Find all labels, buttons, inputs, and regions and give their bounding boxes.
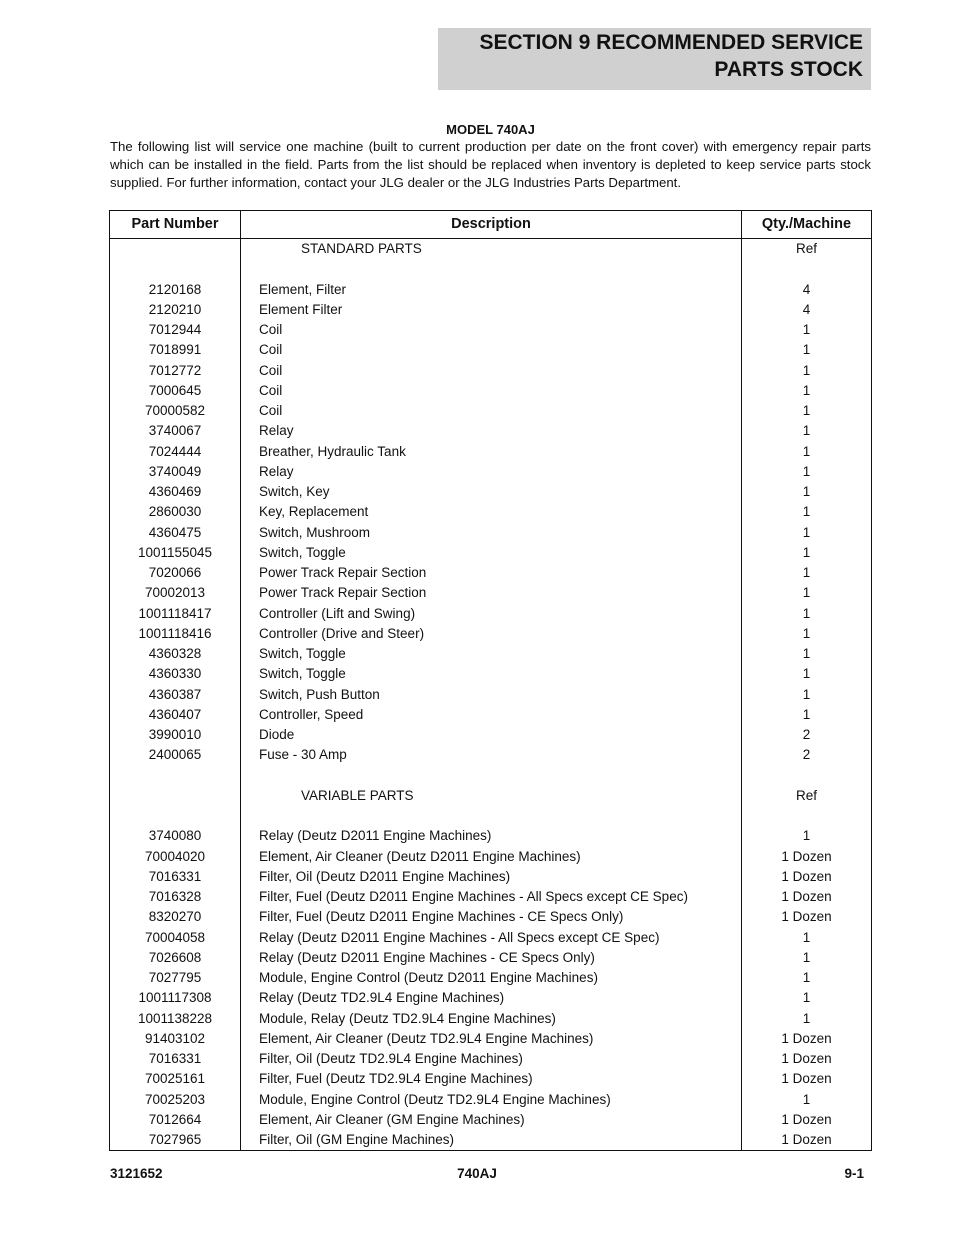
part-number-cell: 4360407 [148, 706, 202, 722]
part-number-cell: 7018991 [148, 342, 202, 358]
description-cell: Element, Air Cleaner (Deutz TD2.9L4 Engine Machines) [259, 1030, 594, 1046]
table-row [110, 644, 871, 664]
description-cell: Key, Replacement [259, 504, 369, 520]
table-row [110, 543, 871, 563]
table-body [110, 239, 871, 1150]
part-number-cell: 8320270 [148, 909, 202, 925]
table-row [110, 1069, 871, 1089]
table-row [110, 1029, 871, 1049]
table-row [110, 340, 871, 360]
qty-cell: 1 [802, 585, 811, 601]
part-number-cell: 4360469 [148, 484, 202, 499]
description-cell: Controller, Speed [259, 706, 364, 722]
part-number-cell: 1001118417 [138, 605, 212, 621]
part-number-cell: 7027965 [148, 1132, 202, 1147]
table-row [110, 280, 871, 300]
qty-cell: 1 Dozen [781, 1111, 832, 1127]
table-row [110, 1090, 871, 1110]
qty-cell: 1 [802, 970, 811, 985]
qty-cell: 1 [802, 929, 811, 945]
description-cell: Relay (Deutz D2011 Engine Machines - All Specs except CE Spec) [259, 929, 660, 945]
table-row [110, 867, 871, 887]
qty-cell: 1 [802, 646, 811, 661]
description-cell: Power Track Repair Section [259, 565, 427, 580]
qty-cell: 1 [802, 544, 811, 560]
part-number-cell: 70025203 [144, 1091, 206, 1107]
part-number-cell: 2120168 [148, 281, 202, 297]
description-cell: Coil [259, 322, 283, 337]
table-row [110, 786, 871, 806]
table-row [110, 928, 871, 948]
qty-cell: 1 Dozen [781, 868, 832, 884]
table-row [110, 685, 871, 705]
qty-cell: 1 [802, 1091, 811, 1107]
table-row [110, 442, 871, 462]
description-cell: STANDARD PARTS [301, 241, 422, 256]
intro-paragraph: The following list will service one machine (built to current production per date on the front cover) with emergency repair parts which can be installed in the field. Parts from the list should be replaced when inventory is depleted to keep service parts stock supplied. For further information, contact your JLG dealer or the JLG Industries Parts Department. [110, 139, 871, 190]
part-number-cell: 3740067 [148, 423, 202, 439]
part-number-cell: 7016331 [148, 868, 202, 884]
description-cell: Switch, Toggle [259, 646, 346, 661]
qty-cell: 1 [802, 443, 811, 459]
table-row [110, 624, 871, 644]
description-cell: Relay [259, 423, 294, 439]
part-number-cell: 4360330 [148, 666, 202, 682]
table-row [110, 907, 871, 927]
part-number-cell: 1001117308 [138, 990, 212, 1006]
table-row [110, 1130, 871, 1150]
section-header-box [438, 28, 871, 90]
qty-cell: 2 [802, 747, 811, 763]
description-cell: Filter, Fuel (Deutz D2011 Engine Machines - CE Specs Only) [259, 909, 624, 925]
footer-doc-number: 3121652 [110, 1166, 163, 1181]
part-number-cell: 7012944 [148, 322, 202, 337]
description-cell: Controller (Drive and Steer) [259, 625, 425, 641]
description-cell: Fuse - 30 Amp [259, 747, 347, 763]
part-number-cell: 91403102 [144, 1030, 206, 1046]
description-cell: Relay [259, 463, 294, 479]
part-number-cell: 70000582 [144, 403, 206, 418]
qty-cell: 4 [802, 281, 811, 297]
part-number-cell: 7027795 [148, 970, 202, 985]
description-cell: Switch, Toggle [259, 544, 346, 560]
table-row [110, 826, 871, 846]
part-number-cell: 2120210 [148, 301, 202, 317]
description-cell: Filter, Oil (Deutz TD2.9L4 Engine Machines) [259, 1051, 523, 1066]
table-row [110, 502, 871, 522]
table-row [110, 664, 871, 684]
table-row [110, 381, 871, 401]
table-row [110, 523, 871, 543]
model-heading: MODEL 740AJ [446, 122, 535, 137]
qty-cell: 1 [802, 666, 811, 682]
section-title [479, 29, 863, 83]
qty-cell: 4 [802, 301, 811, 317]
qty-cell: 1 Dozen [781, 1030, 832, 1046]
part-number-cell: 7024444 [148, 443, 202, 459]
description-cell: Module, Engine Control (Deutz D2011 Engine Machines) [259, 970, 598, 985]
footer-model: 740AJ [457, 1166, 497, 1181]
section-title-line-1: SECTION 9 RECOMMENDED SERVICE [479, 31, 863, 54]
part-number-cell: 7012664 [148, 1111, 202, 1127]
description-cell: Controller (Lift and Swing) [259, 605, 416, 621]
part-number-cell: 70002013 [144, 585, 206, 601]
part-number-cell: 7020066 [148, 565, 202, 580]
section-title-line-2: PARTS STOCK [714, 58, 863, 81]
part-number-cell: 7016331 [148, 1051, 202, 1066]
table-row [110, 239, 871, 259]
table-row [110, 745, 871, 765]
qty-cell: 1 [802, 524, 811, 540]
description-cell: Relay (Deutz D2011 Engine Machines - CE Specs Only) [259, 949, 595, 965]
description-cell: VARIABLE PARTS [301, 787, 414, 803]
qty-cell: 1 [802, 403, 811, 418]
part-number-cell: 7012772 [148, 362, 202, 378]
qty-cell: 1 [802, 565, 811, 580]
description-cell: Filter, Oil (Deutz D2011 Engine Machines) [259, 868, 511, 884]
description-cell: Module, Relay (Deutz TD2.9L4 Engine Machines) [259, 1010, 556, 1026]
qty-cell: 1 Dozen [781, 1051, 832, 1066]
table-row [110, 1009, 871, 1029]
part-number-cell: 4360475 [148, 524, 202, 540]
part-number-cell: 3740080 [148, 828, 202, 844]
description-cell: Module, Engine Control (Deutz TD2.9L4 Engine Machines) [259, 1091, 611, 1107]
part-number-cell: 70004020 [144, 848, 206, 864]
part-number-cell: 4360387 [148, 686, 202, 702]
qty-cell: 1 [802, 686, 811, 702]
table-row [110, 968, 871, 988]
description-cell: Switch, Push Button [259, 686, 380, 702]
table-row [110, 361, 871, 381]
description-cell: Filter, Fuel (Deutz D2011 Engine Machines - All Specs except CE Spec) [259, 889, 688, 904]
table-row [110, 300, 871, 320]
description-cell: Power Track Repair Section [259, 585, 427, 601]
part-number-cell: 70004058 [144, 929, 206, 945]
table-row [110, 421, 871, 441]
qty-cell: 1 Dozen [781, 889, 832, 904]
table-row [110, 604, 871, 624]
table-row [110, 401, 871, 421]
description-cell: Element, Air Cleaner (Deutz D2011 Engine Machines) [259, 848, 581, 864]
table-row [110, 988, 871, 1008]
qty-cell: Ref [795, 241, 817, 256]
description-cell: Relay (Deutz D2011 Engine Machines) [259, 828, 492, 844]
qty-cell: 1 [802, 322, 811, 337]
table-row [110, 482, 871, 502]
qty-cell: 1 Dozen [781, 848, 832, 864]
qty-cell: Ref [795, 787, 817, 803]
description-cell: Filter, Fuel (Deutz TD2.9L4 Engine Machines) [259, 1071, 533, 1087]
column-header-description: Description [451, 216, 531, 232]
description-cell: Switch, Toggle [259, 666, 346, 682]
table-row [110, 806, 871, 826]
table-row [110, 1110, 871, 1130]
qty-cell: 1 [802, 990, 811, 1006]
parts-table [109, 210, 872, 1151]
table-row [110, 563, 871, 583]
part-number-cell: 3740049 [148, 463, 202, 479]
qty-cell: 1 [802, 949, 811, 965]
description-cell: Coil [259, 362, 283, 378]
qty-cell: 2 [802, 727, 811, 742]
qty-cell: 1 [802, 463, 811, 479]
qty-cell: 1 [802, 828, 811, 844]
qty-cell: 1 [802, 625, 811, 641]
qty-cell: 1 Dozen [781, 909, 832, 925]
table-row [110, 320, 871, 340]
qty-cell: 1 [802, 484, 811, 499]
part-number-cell: 2400065 [148, 747, 202, 763]
part-number-cell: 2860030 [148, 504, 202, 520]
description-cell: Switch, Key [259, 484, 330, 499]
qty-cell: 1 [802, 605, 811, 621]
description-cell: Filter, Oil (GM Engine Machines) [259, 1132, 455, 1147]
qty-cell: 1 [802, 362, 811, 378]
table-row [110, 1049, 871, 1069]
column-header-part-number: Part Number [131, 216, 219, 232]
table-row [110, 462, 871, 482]
part-number-cell: 7026608 [148, 949, 202, 965]
qty-cell: 1 [802, 382, 811, 398]
qty-cell: 1 [802, 423, 811, 439]
description-cell: Switch, Mushroom [259, 524, 371, 540]
part-number-cell: 7016328 [148, 889, 202, 904]
table-row [110, 948, 871, 968]
part-number-cell: 7000645 [148, 382, 202, 398]
part-number-cell: 3990010 [148, 727, 202, 742]
description-cell: Element, Filter [259, 281, 347, 297]
description-cell: Breather, Hydraulic Tank [259, 443, 406, 459]
footer-page-number: 9-1 [844, 1166, 864, 1181]
part-number-cell: 4360328 [148, 646, 202, 661]
part-number-cell: 1001138228 [137, 1010, 213, 1026]
table-row [110, 583, 871, 603]
description-cell: Coil [259, 403, 283, 418]
qty-cell: 1 [802, 1010, 811, 1026]
qty-cell: 1 [802, 342, 811, 358]
part-number-cell: 1001118416 [138, 625, 212, 641]
table-row [110, 725, 871, 745]
description-cell: Coil [259, 342, 283, 358]
table-row [110, 847, 871, 867]
qty-cell: 1 Dozen [781, 1071, 832, 1087]
description-cell: Relay (Deutz TD2.9L4 Engine Machines) [259, 990, 505, 1006]
qty-cell: 1 [802, 504, 811, 520]
column-header-qty: Qty./Machine [761, 216, 852, 232]
description-cell: Diode [259, 727, 295, 742]
part-number-cell: 70025161 [144, 1071, 206, 1087]
qty-cell: 1 Dozen [781, 1132, 832, 1147]
part-number-cell: 1001155045 [137, 544, 213, 560]
table-row [110, 887, 871, 907]
description-cell: Coil [259, 382, 283, 398]
table-row [110, 766, 871, 786]
table-row [110, 705, 871, 725]
description-cell: Element, Air Cleaner (GM Engine Machines) [259, 1111, 525, 1127]
table-row [110, 259, 871, 279]
description-cell: Element Filter [259, 301, 343, 317]
qty-cell: 1 [802, 706, 811, 722]
